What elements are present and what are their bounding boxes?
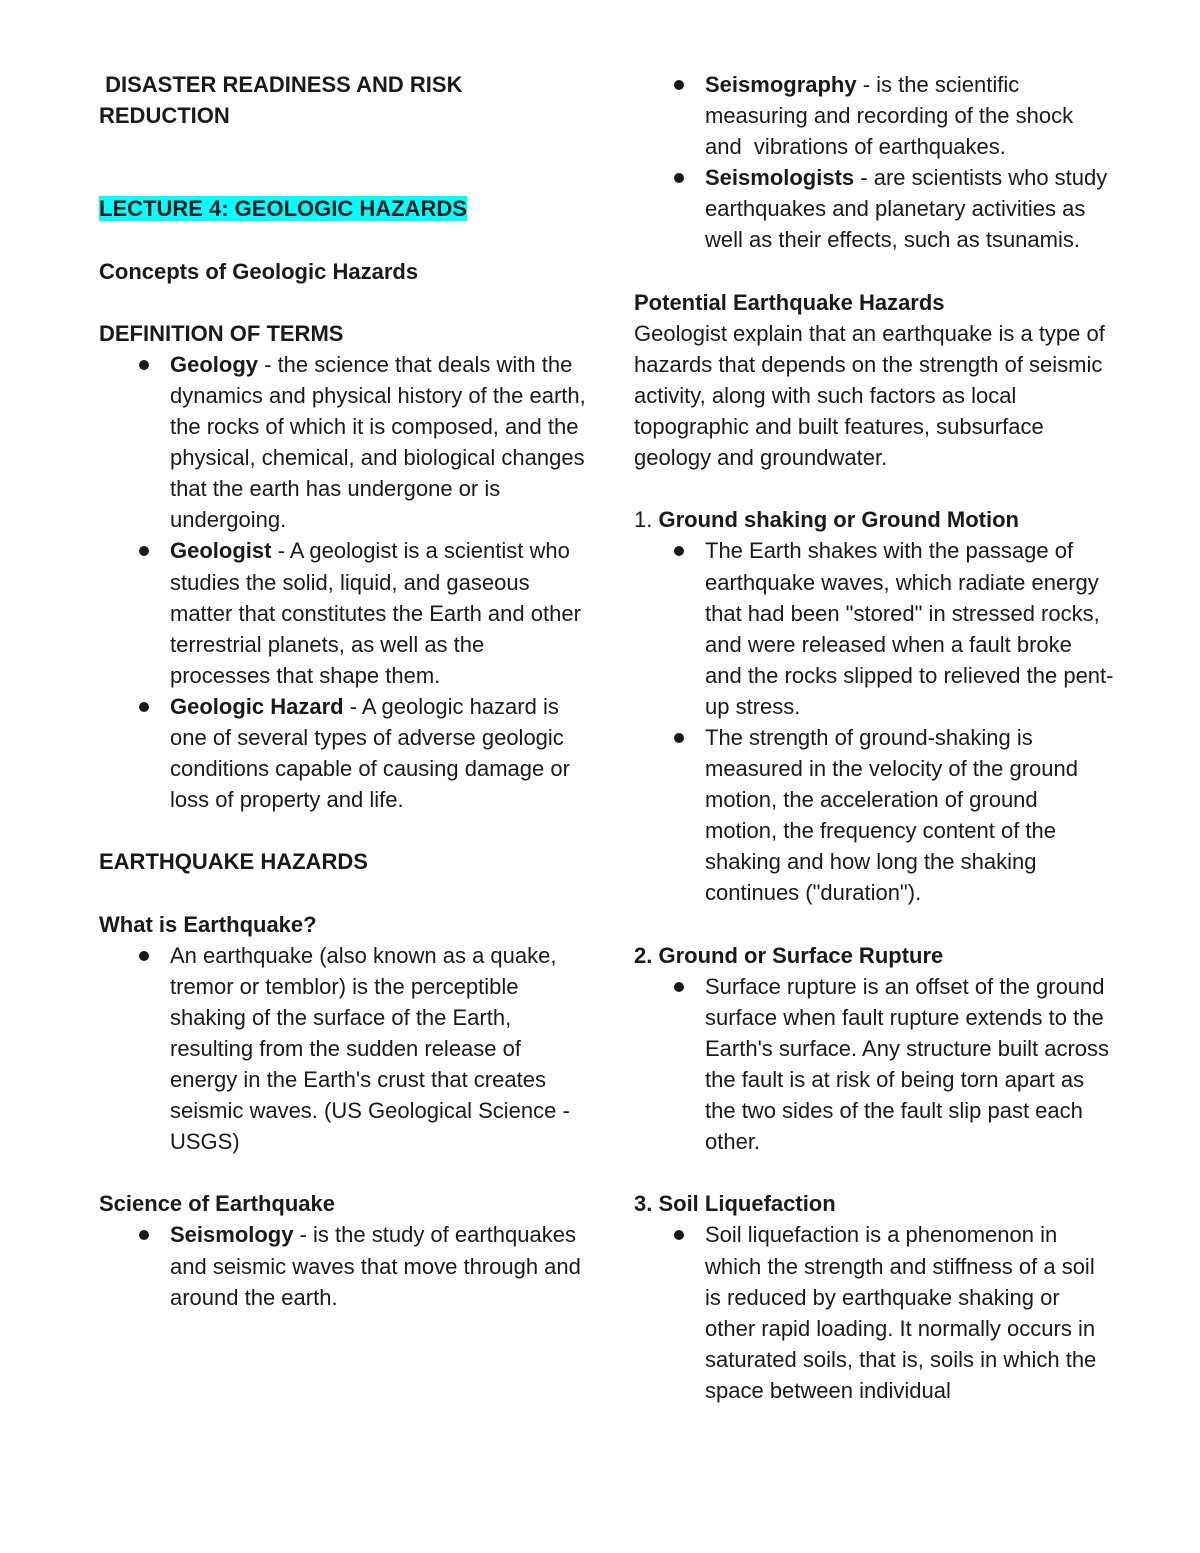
science-list-right bbox=[634, 69, 1114, 256]
what-is-earthquake-list bbox=[99, 940, 589, 1158]
concepts-heading: Concepts of Geologic Hazards bbox=[99, 258, 419, 284]
definition-geologist bbox=[99, 535, 589, 690]
list-item: An earthquake (also known as a quake, tremor or temblor) is the perceptible shaking of the surface of the Earth, resulting from the sudden release of energy in the Earth's crust that creates seismic waves. (US Geological Science - USGS) bbox=[99, 940, 589, 1158]
hazard-2-list bbox=[634, 971, 1114, 1158]
definition-text: - A geologist is a scientist who studies the solid, liquid, and gaseous matter that constitutes the Earth and other terrestrial planets, as well as the processes that shape them. bbox=[170, 538, 581, 688]
list-item: The Earth shakes with the passage of earthquake waves, which radiate energy that had been "stored" in stressed rocks, and were released when a fault broke and the rocks slipped to relieved the pent-up stress. bbox=[634, 535, 1114, 722]
science-item-seismologists bbox=[634, 162, 1114, 255]
hazard-1-heading bbox=[634, 504, 1114, 535]
science-text: - is the scientific measuring and recording of the shock and vibrations of earthquakes. bbox=[705, 72, 1080, 160]
lecture-title bbox=[99, 193, 589, 224]
definition-geologic-hazard bbox=[99, 691, 589, 815]
definitions-list bbox=[99, 349, 589, 815]
science-term: Seismography bbox=[705, 72, 857, 97]
list-item: Surface rupture is an offset of the ground surface when fault rupture extends to the Earth's surface. Any structure built across the fault is at risk of being torn apart as the two sides of the fault slip past each other. bbox=[634, 971, 1114, 1158]
science-term: Seismologists bbox=[705, 165, 855, 191]
definition-term: Geologic Hazard bbox=[170, 693, 344, 719]
definitions-heading: DEFINITION OF TERMS bbox=[99, 320, 344, 346]
science-text: - are scientists who study earthquakes and planetary activities as well as their effects, such as tsunamis. bbox=[705, 165, 1108, 253]
hazard-3-list bbox=[634, 1219, 1114, 1406]
potential-hazards-heading: Potential Earthquake Hazards bbox=[634, 289, 945, 315]
hazard-3-heading: 3. Soil Liquefaction bbox=[634, 1191, 836, 1217]
lecture-title-highlight: LECTURE 4: GEOLOGIC HAZARDS bbox=[99, 196, 467, 222]
document-title: DISASTER READINESS AND RISK REDUCTION bbox=[99, 72, 469, 129]
definition-geology bbox=[99, 349, 589, 536]
hazard-1-title: Ground shaking or Ground Motion bbox=[658, 507, 1019, 533]
list-item: Soil liquefaction is a phenomenon in which the strength and stiffness of a soil is reduced by earthquake shaking or other rapid loading. It normally occurs in saturated soils, that is, soils in which the space between individual bbox=[634, 1219, 1114, 1406]
hazard-1-list bbox=[634, 535, 1114, 908]
science-term: Seismology bbox=[170, 1222, 294, 1248]
science-text: - is the study of earthquakes and seismic waves that move through and around the earth. bbox=[170, 1222, 581, 1310]
earthquake-hazards-heading: EARTHQUAKE HAZARDS bbox=[99, 849, 368, 875]
science-of-earthquake-heading: Science of Earthquake bbox=[99, 1191, 335, 1217]
hazard-2-heading: 2. Ground or Surface Rupture bbox=[634, 942, 944, 968]
definition-term: Geology bbox=[170, 351, 259, 377]
list-item: The strength of ground-shaking is measured in the velocity of the ground motion, the acceleration of ground motion, the frequency content of the shaking and how long the shaking continues ("duration"). bbox=[634, 722, 1114, 909]
potential-hazards-text: Geologist explain that an earthquake is a type of hazards that depends on the strength of seismic activity, along with such factors as local topographic and built features, subsurface geology and groundwater. bbox=[634, 320, 1105, 471]
hazard-1-number: 1. bbox=[634, 507, 659, 533]
right-column bbox=[634, 69, 1114, 1406]
definition-text: - the science that deals with the dynamics and physical history of the earth, the rocks of which it is composed, and the physical, chemical, and biological changes that the earth has undergone or is undergoing. bbox=[170, 351, 586, 533]
what-is-earthquake-heading: What is Earthquake? bbox=[99, 911, 317, 937]
science-list-left bbox=[99, 1219, 589, 1312]
science-item-seismology bbox=[99, 1219, 589, 1312]
definition-term: Geologist bbox=[170, 538, 272, 564]
definition-text: - A geologic hazard is one of several types of adverse geologic conditions capable of causing damage or loss of property and life. bbox=[170, 693, 570, 813]
left-column bbox=[99, 69, 589, 1313]
science-item-seismography bbox=[634, 69, 1114, 162]
